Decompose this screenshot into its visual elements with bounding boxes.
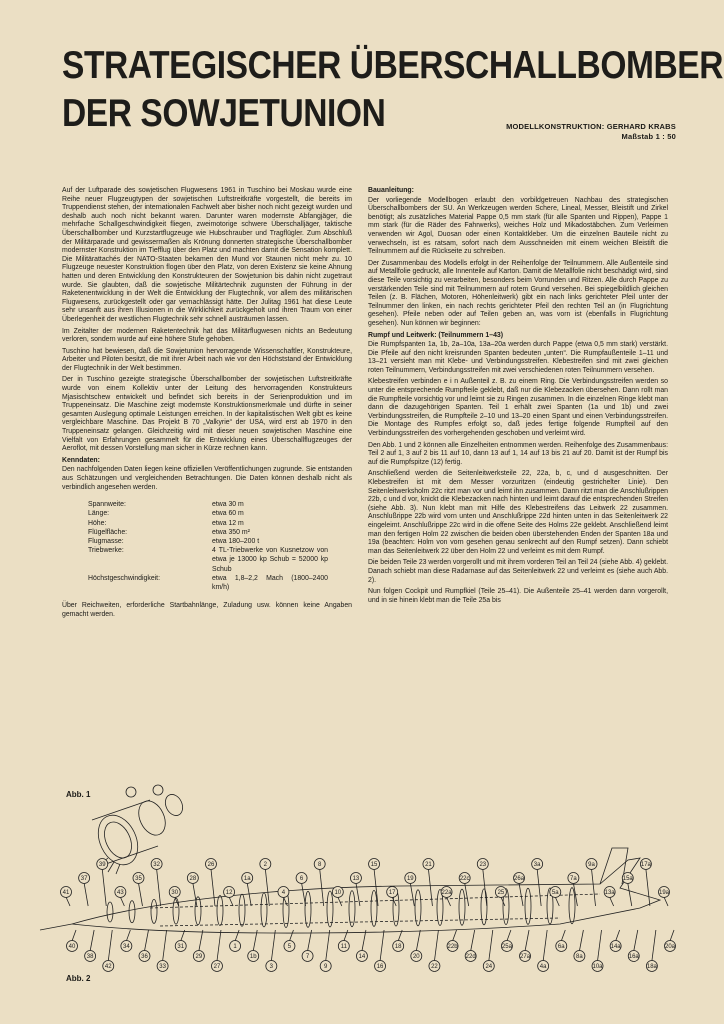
fuselage-frame <box>305 891 311 927</box>
spec-value: etwa 1,8–2,2 Mach (1800–2400 km/h) <box>212 574 328 592</box>
callout-number: 19a <box>658 890 670 896</box>
callout-leader <box>344 930 348 941</box>
callout-number: 22c <box>459 876 470 882</box>
callout-leader <box>543 930 547 961</box>
spec-label: Spannweite: <box>88 501 126 509</box>
bau-paragraph-3: Die Rumpfspanten 1a, 1b, 2a–10a, 13a–20a werden durch Pappe (etwa 0,5 mm stark) verstärkt. Die Pfeile auf den nicht kreisrunden Spanten bedeuten „unten“. Die Rumpfaußenteile 1–11 und 13–21 versieht man mit Klebe- und Verbindungsstreifen. Klebestreifen sind mit zwei gleichen roten Teilnummern, Verbindungsstreifen mit zwei verschiedenen roten Teilnummern versehen. <box>368 341 668 374</box>
spec-value: etwa 12 m <box>212 519 244 527</box>
callout-number: 14 <box>358 954 366 960</box>
callout-number: 24 <box>485 964 493 970</box>
spec-value: etwa 60 m <box>212 510 244 518</box>
intro-paragraph: Auf der Luftparade des sowjetischen Flugwesens 1961 in Tuschino bei Moskau wurde eine Reihe neuer Flugzeugtypen der sowjetischen Luftstreitkräfte vorgestellt, die bereits im Truppendienst stehen, der internationalen Fachwelt aber bisher noch nicht gezeigt wurden und deshalb auch noch nicht bekannt waren. Darunter waren modernste Abfangjäger, die mehrfache Schallgeschwindigkeit fliegen, zweimotorige schwere Überschalljäger, taktische Überschallbomber und Kurzstartflugzeuge wie Hubschrauber und Tragflügler. Zum Abschluß der Militärparade und gewissermaßen als Krönung donnerten strategische Überschallbomber modernster Konstruktion im Tiefflug über den Platz und machten damit die Sensation komplett. Die Militärattachés der NATO-Staaten bekamen den Mund vor Staunen nicht mehr zu. 10 Flugzeuge neuester Konstruktion flogen über den Platz, von deren Existenz sie keine Ahnung hatten und deren Entwicklung den Konstrukteuren der Sowjetunion bis dahin nicht zugetraut wurde. Sie glaubten, daß die sowjetische Militärtechnik zugunsten der Führung in der Raketenentwicklung in der Welt die Entwicklung der Flugtechnik, vor allem des militärischen Flugwesens, zurückgestellt oder gar vernachlässigt hätte. Der Julitag 1961 hat diese Leute sehr unsanft aus ihren Illusionen in die Wirklichkeit zurückgeholt und ihren Traum von einer Überlegenheit der westlichen Flugtechnik sehr schnell austräumen lassen. <box>62 187 352 323</box>
fuselage-frame <box>217 896 223 926</box>
paragraph-konstrukteur: Der in Tuschino gezeigte strategische Überschallbomber der sowjetischen Luftstreitkräfte wurde von einem Kollektiv unter der Leitung des hervorragenden Konstrukteurs Mjasischtschew entwickelt und befindet sich bereits in der Serienproduktion und im Truppeneinsatz. Die Maschine zeigt modernste Konstruktionsmerkmale und dürfte in seiner gesamten Auslegung optimale Leistungen erreichen. In der kapitalistischen Welt gibt es keine vergleichbare Maschine. Das Projekt B 70 „Valkyrie“ der USA, wird erst ab 1970 in den Truppeneinsatz gelangen. Gleichzeitig wird mit dieser neuen sowjetischen Maschine eine Vielfalt von Erfahrungen gesammelt für die Entwicklung eines Überschallflugzeuges der Aeroflot, mit dessen Vorstellung man sicher in Kürze rechnen kann. <box>62 376 352 453</box>
callout-number: 8a <box>576 954 583 960</box>
part-callout-circle <box>126 787 136 797</box>
abb1-label: Abb. 1 <box>66 790 91 799</box>
fuselage-frame <box>349 891 355 927</box>
callout-leader <box>428 869 432 906</box>
fuselage-frame <box>107 902 113 922</box>
callout-number: 4a <box>539 964 547 970</box>
engine-cone <box>162 792 186 819</box>
fuselage-frame <box>173 898 179 924</box>
kenndaten-heading: Kenndaten: <box>62 456 100 464</box>
callout-leader <box>356 883 360 906</box>
credits-scale: Maßstab 1 : 50 <box>621 132 676 141</box>
bau-paragraph-8: Nun folgen Cockpit und Rumpfkiel (Teile 25–41). Die Außenteile 25–41 werden dann vorgerollt, und in sie hinein klebt man die Teile 25a bis <box>368 588 668 604</box>
callout-leader <box>163 930 167 961</box>
callout-number: 18 <box>394 944 402 950</box>
callout-leader <box>120 897 124 906</box>
paragraph-raketentechnik: Im Zeitalter der modernen Raketentechnik hat das Militärflugwesen nichts an Bedeutung verloren, sondern wurde auf eine höhere Stufe gehoben. <box>62 327 352 344</box>
kenndaten-intro: Den nachfolgenden Daten liegen keine offiziellen Veröffentlichungen zugrunde. Sie entstanden aus Schätzungen und vergleichenden Betrachtungen. Die Daten können deshalb nicht als verbindlich angesehen werden. <box>62 466 352 491</box>
callout-leader <box>434 930 438 961</box>
callout-leader <box>289 930 293 941</box>
callout-leader <box>362 930 366 951</box>
callout-leader <box>453 930 457 941</box>
paragraph-reichweiten: Über Reichweiten, erforderliche Startbahnlänge, Zuladung usw. können keine Angaben gemacht werden. <box>62 602 352 618</box>
callout-number: 5a <box>551 890 559 896</box>
fuselage-frame <box>151 899 157 923</box>
callout-number: 40 <box>68 944 76 950</box>
callout-leader <box>90 930 94 951</box>
callout-number: 13a <box>604 890 615 896</box>
callout-leader <box>271 930 275 961</box>
callout-number: 30 <box>171 890 179 896</box>
callout-number: 25 <box>497 890 505 896</box>
callout-leader <box>102 869 106 906</box>
spec-label: Flügelfläche: <box>88 528 128 536</box>
abb2-fuselage-figure <box>40 848 676 972</box>
engine-casing-lines <box>92 800 158 866</box>
callout-number: 4 <box>281 890 286 896</box>
callout-leader <box>338 897 342 906</box>
callout-number: 3a <box>533 862 541 868</box>
callout-number: 43 <box>117 890 124 896</box>
callout-number: 37 <box>80 876 88 882</box>
fuselage-frame <box>481 889 487 925</box>
callout-leader <box>561 930 565 941</box>
callout-leader <box>416 930 420 951</box>
bauanleitung-heading: Bauanleitung: <box>368 187 414 194</box>
callout-leader <box>598 930 602 961</box>
callout-leader <box>610 897 614 906</box>
callout-number: 14a <box>610 944 621 950</box>
fuselage-frame <box>569 888 575 924</box>
spec-label: Länge: <box>88 510 110 518</box>
bau-paragraph-5: Den Abb. 1 und 2 können alle Einzelheiten entnommen werden. Reihenfolge des Zusammenbaus: Teil 2 auf 1, 3 auf 2 bis 11 auf 10, dann 13 auf 1, 14 auf 13 bis 21 auf 20. Damit ist der Rumpf bis auf die Rumpfspitze (12) fertig. <box>368 441 668 466</box>
fuselage-frame <box>129 901 135 923</box>
callout-leader <box>108 930 112 961</box>
part-callout-circle <box>153 785 163 795</box>
fuselage-frame <box>525 888 531 924</box>
callout-number: 12 <box>225 890 233 896</box>
spec-value: etwa 350 m² <box>212 528 250 536</box>
callout-number: 19 <box>406 876 414 882</box>
fuselage-frame <box>239 894 245 926</box>
callout-number: 1b <box>249 954 257 960</box>
spec-value: etwa 180–200 t <box>212 538 260 545</box>
callout-number: 6a <box>557 944 565 950</box>
callout-number: 10a <box>592 964 603 970</box>
part-callouts <box>61 859 676 972</box>
spec-label: Höchstgeschwindigkeit: <box>88 574 161 582</box>
callout-number: 26a <box>514 876 525 882</box>
callout-number: 15a <box>622 876 633 882</box>
callout-leader <box>283 897 287 906</box>
paragraph-tuschino: Tuschino hat bewiesen, daß die Sowjetunion hervorragende Wissenschaftler, Konstrukteure, Arbeiter und Piloten besitzt, die mit ihrer Arbeit nach wie vor den Höchststand der Entwicklung der Flugtechnik in der Welt bestimmen. <box>62 347 352 372</box>
callout-leader <box>193 883 197 906</box>
callout-leader <box>537 869 541 906</box>
callout-leader <box>410 883 414 906</box>
callout-leader <box>525 930 529 951</box>
callout-leader <box>483 869 487 906</box>
callout-leader <box>555 897 559 906</box>
spec-label: Höhe: <box>88 519 107 527</box>
title-line-1: STRATEGISCHER ÜBERSCHALLBOMBER <box>62 44 724 87</box>
rumpf-heading: Rumpf und Leitwerk: (Teilnummern 1–43) <box>368 331 504 339</box>
callout-leader <box>138 883 142 906</box>
spec-value: etwa 30 m <box>212 501 244 509</box>
callout-number: 36 <box>141 954 148 960</box>
callout-leader <box>380 930 384 961</box>
credits-author: MODELLKONSTRUKTION: GERHARD KRABS <box>506 122 676 131</box>
callout-leader <box>144 930 148 951</box>
callout-leader <box>217 930 221 961</box>
callout-number: 27a <box>520 954 531 960</box>
callout-leader <box>471 930 475 951</box>
callout-number: 5 <box>287 944 292 950</box>
callout-number: 17a <box>640 862 651 868</box>
callout-number: 29 <box>195 954 203 960</box>
callout-leader <box>72 930 76 941</box>
callout-leader <box>579 930 583 951</box>
callout-leader <box>374 869 378 906</box>
spec-value: 4 TL-Triebwerke von Kusnetzow von etwa je 13000 kp Schub = 52000 kp Schub <box>212 547 328 573</box>
callout-number: 22a <box>441 890 452 896</box>
callout-leader <box>592 869 596 906</box>
callout-leader <box>634 930 638 951</box>
callout-leader <box>66 897 70 906</box>
callout-leader <box>646 869 650 906</box>
callout-number: 28 <box>189 876 197 882</box>
callout-number: 32 <box>153 862 160 868</box>
callout-number: 22d <box>465 954 476 960</box>
callout-number: 13 <box>352 876 360 882</box>
callout-leader <box>265 869 269 906</box>
callout-number: 20 <box>412 954 420 960</box>
bau-paragraph-7: Die beiden Teile 23 werden vorgerollt und mit ihrem vorderen Teil an Teil 24 (siehe Abb. 4) geklebt. Danach schiebt man diese Radarnase auf das Seitenleitwerk 22 und verleimt es (siehe auch Abb. 2). <box>368 559 668 584</box>
callout-leader <box>616 930 620 941</box>
callout-leader <box>326 930 330 961</box>
fuselage-frame <box>371 890 377 926</box>
title-line-2: DER SOWJETUNION <box>62 92 386 135</box>
callout-number: 33 <box>159 964 166 970</box>
callout-leader <box>84 883 88 906</box>
fuselage-frame <box>415 890 421 926</box>
callout-number: 20a <box>664 944 676 950</box>
callout-number: 3 <box>269 964 274 970</box>
callout-number: 7 <box>305 954 310 960</box>
callout-leader <box>628 883 632 906</box>
callout-leader <box>302 883 306 906</box>
callout-number: 2 <box>263 862 268 868</box>
engine-intake <box>134 797 171 840</box>
nose-probe <box>40 924 72 930</box>
spec-label: Flugmasse: <box>88 538 124 545</box>
bau-paragraph-2: Der Zusammenbau des Modells erfolgt in der Reihenfolge der Teilnummern. Alle Außenteile sind auf Metallfolie gedruckt, alle Innenteile auf Karton. Damit die Metallfolie nicht beschädigt wird, sind diese Teile vorsichtig zu verarbeiten, besonders beim Vorrunden und Ritzen. Alle durch Pappe zu verstärkenden Teile sind mit Teilnummern auf rotem Grund versehen. Bei spiegelbildlich gleichen Teilen (z. B. Flächen, Motoren, Höhenleitwerk) gibt ein nach links gerichteter Pfeil unter der Teilnummer den linken, ein nach rechts gerichteter Pfeil den rechten Teil an (in Flugrichtung gesehen). Pfeile neben oder auf Teilen geben an, was vorn ist (ebenfalls in Flugrichtung gesehen). Nun können wir beginnen: <box>368 259 668 327</box>
callout-number: 31 <box>177 944 185 950</box>
callout-leader <box>652 930 656 961</box>
callout-number: 7a <box>570 876 577 882</box>
callout-leader <box>507 930 511 941</box>
callout-number: 16a <box>628 954 639 960</box>
callout-number: 10 <box>334 890 342 896</box>
callout-number: 15 <box>370 862 378 868</box>
bau-paragraph-1: Der vorliegende Modellbogen erlaubt den vorbildgetreuen Nachbau des strategischen Überschallbombers der SU. An Werkzeugen werden Schere, Lineal, Messer, Bleistift und Zirkel benötigt; als zusätzliches Material Pappe 0,5 mm stark (für alle Spanten und Rippen), Pappe 1 mm stark (für die Räder des Fahrwerks), weiches Holz und Mikadostäbchen. Zum Verleimen verwenden wir Agol, Duosan oder einen Kontaktkleber. Um die einzelnen Bauteile nicht zu verwechseln, ist es ratsam, sofort nach dem Ausschneiden mit einem weichen Bleistift die Teilnummern auf die Rückseite zu schreiben. <box>368 196 668 256</box>
callout-leader <box>247 883 251 906</box>
fuselage-frame <box>327 891 333 927</box>
spec-label: Triebwerke: <box>88 547 124 555</box>
callout-leader <box>489 930 493 961</box>
callout-leader <box>235 930 239 941</box>
callout-leader <box>229 897 233 906</box>
callout-number: 41 <box>62 890 70 896</box>
callout-number: 21 <box>425 862 432 868</box>
callout-leader <box>670 930 674 941</box>
callout-leader <box>320 869 324 906</box>
callout-number: 6 <box>299 876 304 882</box>
callout-number: 16 <box>376 964 384 970</box>
callout-number: 35 <box>135 876 142 882</box>
callout-number: 9 <box>324 964 328 970</box>
callout-leader <box>211 869 215 906</box>
bau-paragraph-4: Klebestreifen verbinden e i n Außenteil z. B. zu einem Ring. Die Verbindungsstreifen werden so unter die entsprechende Rumpfteile geklebt, daß nur die Klebezacken übersehen. Dann rollt man die Rumpfteile vorsichtig vor und leimt sie zu Ringen zusammen. In die einzelnen Ringe klebt man dann die dazugehörigen Spanten. Teil 1 erhält zwei Spanten (1a und 1b) und zwei Verbindungsstreifen, die Rumpfteile 2–10 und 13–20 einen Spant und einen Verbindungsstreifen. Die Montage des Rumpfes erfolgt so, daß jedes fertige folgende Rumpfteil auf den Verbindungsstreifen des vorhergehenden geschoben und verleimt wird. <box>368 378 668 438</box>
callout-number: 34 <box>123 944 130 950</box>
callout-leader <box>126 930 130 941</box>
callout-number: 11 <box>340 944 347 950</box>
callout-number: 27 <box>213 964 221 970</box>
callout-number: 38 <box>86 954 94 960</box>
callout-number: 39 <box>98 862 106 868</box>
callout-number: 8 <box>318 862 322 868</box>
callout-leader <box>519 883 523 906</box>
callout-number: 1 <box>233 944 237 950</box>
fuselage-frame <box>261 893 267 927</box>
callout-number: 18a <box>646 964 657 970</box>
callout-leader <box>199 930 203 951</box>
callout-number: 22b <box>447 944 458 950</box>
callout-number: 25a <box>501 944 512 950</box>
callout-number: 23 <box>479 862 487 868</box>
callout-number: 17 <box>388 890 396 896</box>
callout-number: 1a <box>243 876 251 882</box>
callout-leader <box>664 897 668 906</box>
bau-paragraph-6: Anschließend werden die Seitenleitwerksteile 22, 22a, b, c, und d ausgeschnitten. Der Klebestreifen ist mit dem Messer vorzuritzen (eindeutig gestrichelter Linie). Den Seitenleitwerksholm 22c ritzt man vor und leimt ihn zusammen. Dann ritzt man die Anschlußrippen 22b, c und d vor, knickt die Klebezacken nach hinten und leimt darauf die entsprechenden Streifen (siehe Abb. 3). Nun klebt man mit Hilfe des Klebestreifens das Leitwerk 22 zusammen. Anschlußrippe 22b wird vorn unten und Anschlußrippe 22d hinten unten in das Seitenleitwerk 22 eingeleimt. Anschlußrippe 22c wird in die offene Seite des Holms 22e geklebt. Anschließend leimt man den fertigen Holm 22 zwischen die beiden oben überstehenden Enden der Spanten 18a und 19a (beachten: Holm von vorn gesehen genau senkrecht auf den Rumpf setzen). Dann schiebt man das Seitenleitwerk 22 über den Holm 22 und verleimt es mit dem Rumpf. <box>368 470 668 555</box>
callout-number: 22 <box>431 964 438 970</box>
callout-number: 9a <box>588 862 595 868</box>
abb2-label: Abb. 2 <box>66 974 91 983</box>
callout-number: 26 <box>207 862 215 868</box>
callout-leader <box>157 869 161 906</box>
callout-number: 42 <box>104 964 112 970</box>
